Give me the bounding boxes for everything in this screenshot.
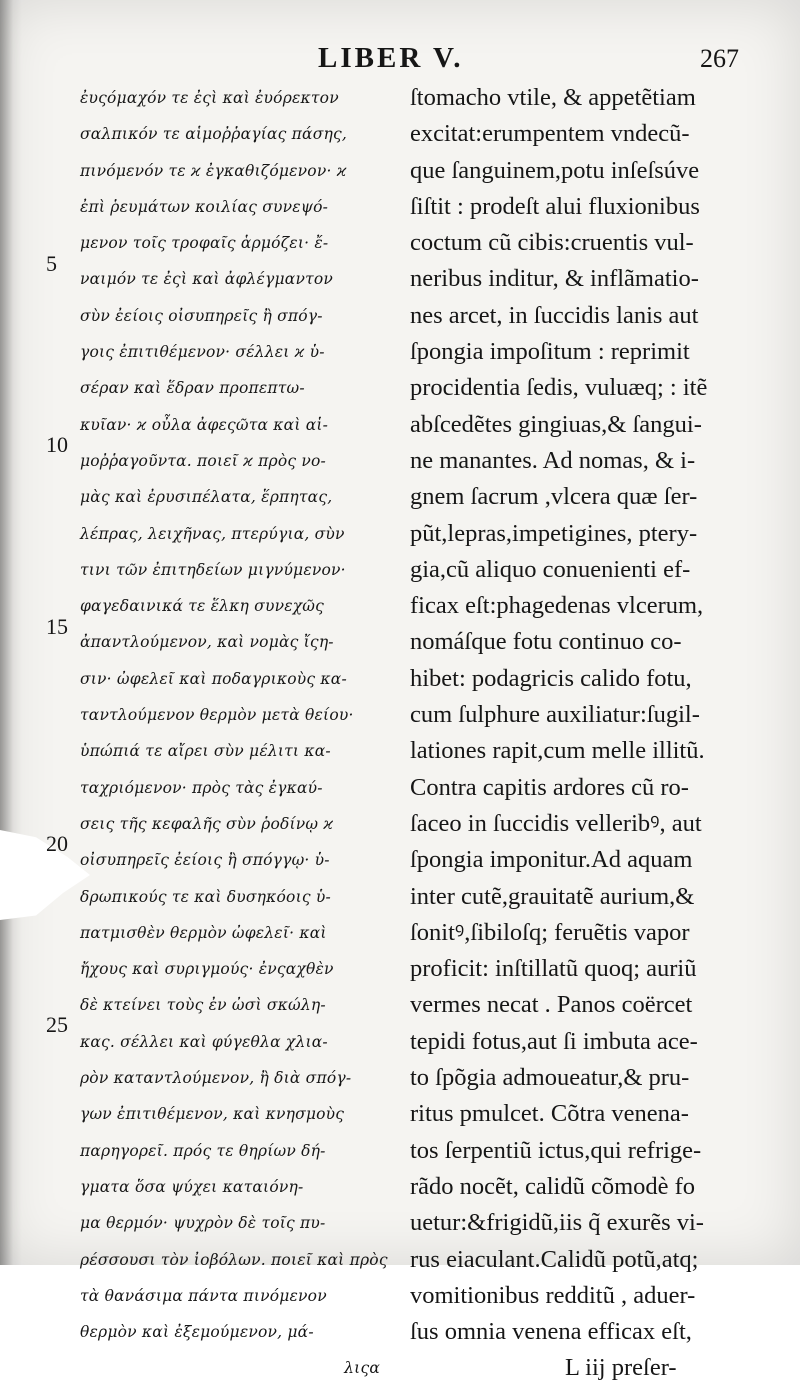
running-head [0, 42, 800, 82]
page-edge-shadow [0, 0, 22, 1265]
greek-text-line: μα θερμόν· ψυχρὸν δὲ τοῖς πυ- [80, 1214, 326, 1233]
latin-text-line: ſus omnia venena efficax eſt, [410, 1318, 692, 1346]
greek-text-line: ναιμόν τε ἐςὶ καὶ ἀφλέγμαντον [80, 270, 333, 289]
greek-text-line: γων ἐπιτιθέμενον, καὶ κνησμοὺς [80, 1105, 345, 1124]
greek-text-line: θερμὸν καὶ ἐξεμούμενον, μά- [80, 1323, 314, 1342]
greek-text-line: γματα ὅσα ψύχει καταιόνη- [80, 1177, 304, 1196]
greek-text-line: μοῤῥαγοῦντα. ποιεῖ ϰ πρὸς νο- [80, 451, 326, 470]
latin-text-line: ritus pmulcet. Cõtra venena- [410, 1100, 689, 1128]
latin-text-line: vomitionibus redditũ , aduer- [410, 1281, 696, 1309]
latin-text-line: ficax eſt:phagedenas vlcerum, [410, 592, 704, 620]
line-number-20: 20 [46, 831, 68, 856]
greek-text-line: μενον τοῖς τροφαῖς ἁρμόζει· ἔ- [80, 234, 329, 253]
latin-text-line: vermes necat . Panos coërcet [410, 991, 693, 1019]
latin-text-line: Contra capitis ardores cũ ro- [410, 773, 689, 801]
greek-text-line: γοις ἐπιτιθέμενον· σέλλει ϰ ὑ- [80, 343, 325, 362]
latin-text-line: ſpongia imponitur.Ad aquam [410, 846, 693, 874]
latin-text-line: procidentia ſedis, vuluæq; : itẽ [410, 374, 708, 402]
latin-text-line: uetur:&frigidũ,iis q̃ exurẽs vi- [410, 1209, 704, 1237]
greek-text-line: κας. σέλλει καὶ φύγεθλα χλια- [80, 1032, 328, 1051]
greek-text-line: οἰσυπηρεῖς ἐείοις ἢ σπόγγῳ· ὑ- [80, 851, 330, 870]
latin-text-line: gnem ſacrum ,vlcera quæ ſer- [410, 483, 698, 511]
greek-text-line: κυῖαν· ϰ οὖλα ἀφεςῶτα καὶ αἱ- [80, 415, 329, 434]
greek-text-line: σὺν ἐείοις οἰσυπηρεῖς ἢ σπόγ- [80, 306, 323, 325]
greek-column [80, 80, 400, 1387]
latin-text-line: pũt,lepras,impetigines, ptery- [410, 519, 698, 547]
running-title: LIBER V. [318, 42, 464, 74]
line-number-5: 5 [46, 251, 57, 276]
greek-text-line: ἤχους καὶ συριγμούς· ἐνςαχθὲν [80, 960, 334, 979]
latin-text-line: ſaceo in ſuccidis velleribꝰ, aut [410, 809, 702, 837]
greek-text-line: ἐυςόμαχόν τε ἐςὶ καὶ ἐυόρεκτον [80, 89, 339, 107]
page-tear [0, 830, 90, 920]
greek-text-line: σεις τῆς κεφαλῆς σὺν ῥοδίνῳ ϰ [80, 814, 334, 833]
latin-text-line: coctum cũ cibis:cruentis vul- [410, 229, 694, 257]
latin-text-line: abſcedẽtes gingiuas,& ſangui- [410, 410, 702, 438]
greek-text-line: ὑπώπιά τε αἴρει σὺν μέλιτι κα- [80, 742, 331, 761]
latin-text-line: nomáſque fotu continuo co- [410, 628, 682, 656]
greek-text-line: σαλπικόν τε αἱμοῤῥαγίας πάσης, [80, 125, 347, 144]
latin-text-line: L iij preſer- [565, 1354, 677, 1382]
latin-text-line: ſonitꝰ,ſibiloſq; feruẽtis vapor [410, 918, 690, 946]
greek-text-line: σέραν καὶ ἕδραν προπεπτω- [80, 379, 305, 398]
latin-text-line: ſiſtit : prodeſt alui fluxionibus [410, 192, 700, 220]
greek-text-line: παρηγορεῖ. πρός τε θηρίων δή- [80, 1141, 326, 1160]
greek-text-line: πινόμενόν τε ϰ ἐγκαθιζόμενον· ϰ [80, 161, 347, 180]
greek-text-line: φαγεδαινικά τε ἕλκη συνεχῶς [80, 597, 325, 616]
greek-text-line: ἐπὶ ῥευμάτων κοιλίας συνεψό- [80, 197, 329, 216]
latin-text-line: tepidi fotus,aut ſi imbuta ace- [410, 1027, 698, 1055]
latin-text-line: inter cutẽ,grauitatẽ aurium,& [410, 882, 695, 910]
greek-text-line: δρωπικούς τε καὶ δυσηκόοις ὑ- [80, 887, 331, 906]
greek-text-line: μὰς καὶ ἐρυσιπέλατα, ἕρπητας, [80, 488, 333, 507]
latin-text-line: nes arcet, in ſuccidis lanis aut [410, 301, 699, 329]
greek-text-line: ρέσσουσι τὸν ἰοβόλων. ποιεῖ καὶ πρὸς [80, 1250, 388, 1269]
latin-text-line: gia,cũ aliquo conuenienti ef- [410, 555, 691, 583]
greek-text-line: τὰ θανάσιμα πάντα πινόμενον [80, 1286, 327, 1305]
latin-text-line: lationes rapit,cum melle illitũ. [410, 737, 705, 765]
latin-text-line: hibet: podagricis calido fotu, [410, 664, 692, 692]
greek-text-line: τινι τῶν ἐπιτηδείων μιγνύμενον· [80, 560, 346, 579]
latin-text-line: ſtomacho vtile, & appetẽtiam [410, 84, 696, 111]
greek-text-line: ρὸν καταντλούμενον, ἢ διὰ σπόγ- [80, 1069, 352, 1088]
latin-text-line: ne manantes. Ad nomas, & i- [410, 446, 696, 474]
latin-text-line: ſpongia impoſitum : reprimit [410, 338, 690, 366]
latin-text-line: to ſpõgia admoueatur,& pru- [410, 1064, 690, 1092]
latin-text-line: rãdo nocẽt, calidũ cõmodè fo [410, 1172, 696, 1200]
greek-text-line: δὲ κτείνει τοὺς ἐν ὠσὶ σκώλη- [80, 996, 326, 1015]
greek-text-line: πατμισθὲν θερμὸν ὠφελεῖ· καὶ [80, 923, 327, 942]
latin-text-line: neribus inditur, & inflãmatio- [410, 265, 699, 293]
greek-text-line: ταχριόμενον· πρὸς τὰς ἐγκαύ- [80, 778, 323, 797]
latin-column [410, 80, 770, 1387]
latin-text-line: que ſanguinem,potu inſeſsúve [410, 156, 700, 184]
greek-text-line: ταντλούμενον θερμὸν μετὰ θείου· [80, 706, 354, 725]
line-number-10: 10 [46, 432, 68, 457]
latin-text-line: rus eiaculant.Calidũ potũ,atq; [410, 1245, 699, 1273]
page-number: 267 [700, 44, 739, 73]
greek-text-line: λέπρας, λειχῆνας, πτερύγια, σὺν [80, 524, 345, 543]
line-number-25: 25 [46, 1012, 68, 1037]
line-number-15: 15 [46, 614, 68, 639]
latin-text-line: excitat:erumpentem vndecũ- [410, 120, 690, 148]
latin-text-line: tos ſerpentiũ ictus,qui refrige- [410, 1136, 702, 1164]
greek-text-line: ἀπαντλούμενον, καὶ νομὰς ἴςη- [80, 633, 334, 652]
latin-text-line: cum ſulphure auxiliatur:ſugil- [410, 701, 700, 729]
greek-text-line: σιν· ὠφελεῖ καὶ ποδαγρικοὺς κα- [80, 669, 347, 688]
latin-text-line: proficit: inſtillatũ quoq; auriũ [410, 955, 697, 983]
greek-text-line: λιςα [344, 1359, 380, 1378]
